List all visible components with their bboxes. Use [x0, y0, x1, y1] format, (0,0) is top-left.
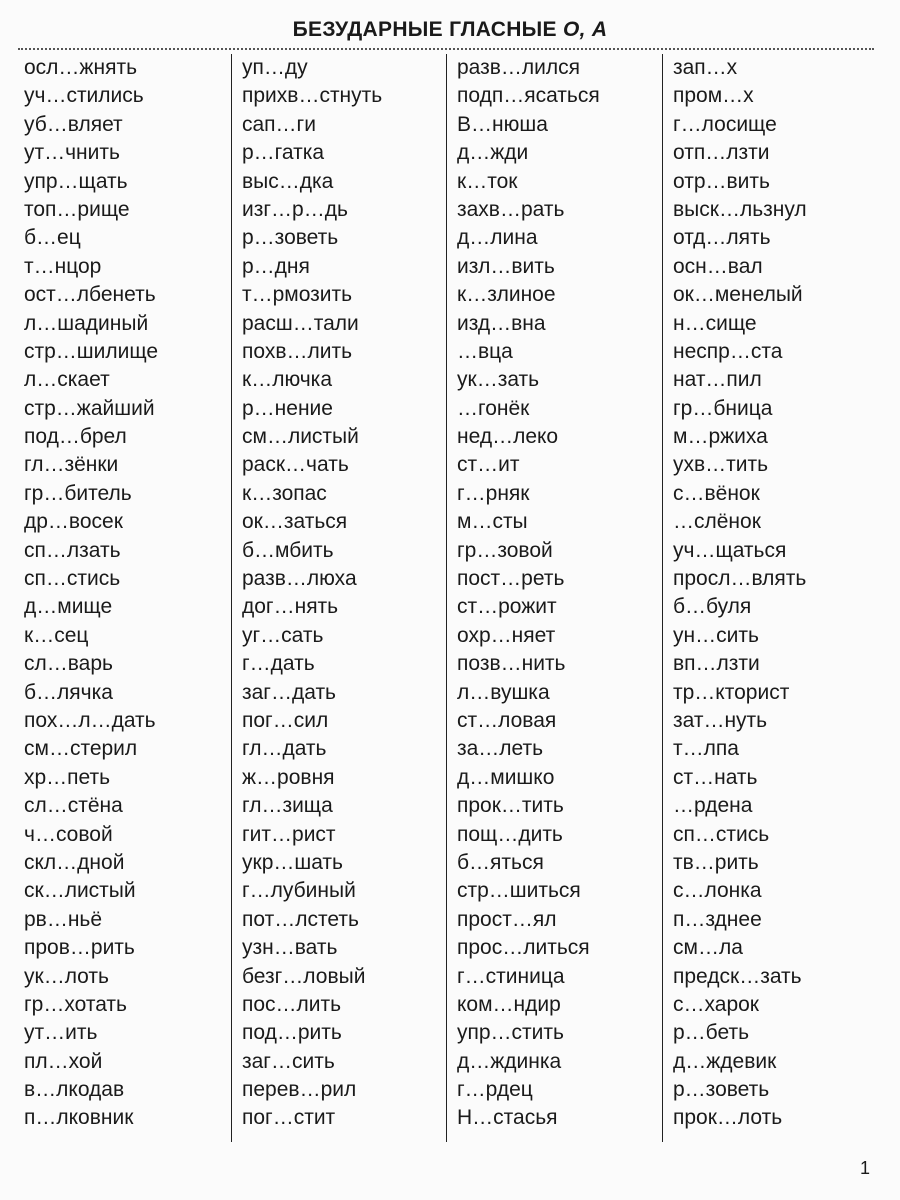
word-item: отд…лять	[673, 226, 771, 250]
word-item: б…мбить	[242, 538, 334, 562]
word-item: …слёнок	[673, 510, 761, 534]
word-item: зап…х	[673, 56, 738, 79]
word-item: д…ждинка	[457, 1049, 562, 1073]
word-item: укр…шать	[242, 850, 343, 874]
word-item: В…нюша	[457, 112, 548, 136]
word-item: узн…вать	[242, 936, 338, 960]
word-item: пл…хой	[24, 1049, 103, 1073]
word-item: ост…лбенеть	[24, 283, 156, 307]
word-item: изл…вить	[457, 254, 555, 278]
word-item: пог…стит	[242, 1106, 336, 1130]
word-item: скл…дной	[24, 850, 125, 874]
word-item: к…ток	[457, 169, 518, 193]
word-item: дог…нять	[242, 595, 339, 619]
word-item: к…сец	[24, 623, 89, 647]
word-item: пров…рить	[24, 936, 135, 960]
word-item: уч…щаться	[673, 538, 787, 562]
word-item: упр…стить	[457, 1021, 564, 1045]
column-divider	[231, 54, 232, 1142]
word-item: осл…жнять	[24, 56, 138, 79]
word-item: стр…шиться	[457, 879, 581, 903]
title-letters: О, А	[562, 18, 608, 41]
word-column-3	[457, 54, 600, 1133]
title-text: БЕЗУДАРНЫЕ ГЛАСНЫЕ	[292, 18, 563, 41]
word-item: ок…заться	[242, 510, 348, 534]
word-item: т…рмозить	[242, 283, 353, 307]
word-item: гл…дать	[242, 737, 327, 761]
word-item: к…злиное	[457, 283, 556, 307]
word-item: р…зоветь	[242, 226, 339, 250]
word-item: просл…влять	[673, 567, 807, 591]
word-item: перев…рил	[242, 1078, 357, 1102]
word-item: б…лячка	[24, 680, 113, 704]
word-item: др…восек	[24, 510, 123, 534]
word-item: прост…ял	[457, 907, 557, 931]
word-column-4	[673, 54, 807, 1133]
word-item: сп…стись	[673, 822, 770, 846]
word-item: упр…щать	[24, 169, 128, 193]
word-item: прок…лоть	[673, 1106, 783, 1130]
word-item: л…вушка	[457, 680, 550, 704]
word-item: сп…лзать	[24, 538, 121, 562]
word-item: гр…хотать	[24, 992, 127, 1016]
word-item: см…ла	[673, 936, 743, 960]
word-item: отр…вить	[673, 169, 770, 193]
word-item: ук…лоть	[24, 964, 109, 988]
word-item: д…мище	[24, 595, 113, 619]
word-item: г…дать	[242, 652, 315, 676]
word-item: …вца	[457, 339, 513, 363]
word-item: с…харок	[673, 992, 759, 1016]
word-item: за…леть	[457, 737, 544, 761]
word-item: захв…рать	[457, 197, 565, 221]
word-item: неспр…ста	[673, 339, 783, 363]
word-item: гл…зёнки	[24, 453, 119, 477]
word-item: нед…леко	[457, 425, 559, 449]
word-item: р…гатка	[242, 141, 325, 165]
word-item: стр…шилище	[24, 339, 159, 363]
word-item: р…беть	[673, 1021, 750, 1045]
dotted-divider	[18, 48, 874, 50]
word-item: м…ржиха	[673, 425, 768, 449]
word-item: см…листый	[242, 425, 359, 449]
word-item: ут…ить	[24, 1021, 98, 1045]
word-item: с…лонка	[673, 879, 762, 903]
word-item: ок…менелый	[673, 283, 803, 307]
word-item: позв…нить	[457, 652, 566, 676]
word-item: т…лпа	[673, 737, 739, 761]
word-item: уч…стились	[24, 84, 144, 108]
word-item: тр…кторист	[673, 680, 790, 704]
word-item: ст…нать	[673, 765, 758, 789]
word-item: рв…ньё	[24, 907, 103, 931]
word-item: сап…ги	[242, 112, 316, 136]
word-item: л…шадиный	[24, 311, 149, 335]
word-item: подп…ясаться	[457, 84, 600, 108]
word-item: прок…тить	[457, 794, 564, 818]
word-item: пох…л…дать	[24, 708, 156, 732]
word-item: б…яться	[457, 850, 544, 874]
word-item: ут…чнить	[24, 141, 120, 165]
word-item: выс…дка	[242, 169, 334, 193]
word-item: уп…ду	[242, 56, 308, 79]
word-item: см…стерил	[24, 737, 138, 761]
word-item: Н…стасья	[457, 1106, 558, 1130]
word-item: ком…ндир	[457, 992, 561, 1016]
word-item: хр…петь	[24, 765, 111, 789]
word-item: пост…реть	[457, 567, 565, 591]
word-item: под…брел	[24, 425, 127, 449]
word-item: гит…рист	[242, 822, 336, 846]
word-item: ухв…тить	[673, 453, 769, 477]
word-item: к…лючка	[242, 368, 332, 392]
word-item: д…ждевик	[673, 1049, 777, 1073]
word-item: тв…рить	[673, 850, 759, 874]
word-item: осн…вал	[673, 254, 763, 278]
word-item: г…лосище	[673, 112, 777, 136]
word-item: д…лина	[457, 226, 538, 250]
word-item: заг…дать	[242, 680, 336, 704]
word-item: стр…жайший	[24, 396, 155, 420]
word-item: л…скает	[24, 368, 110, 392]
word-item: ст…ловая	[457, 708, 557, 732]
word-item: разв…лился	[457, 56, 581, 79]
word-item: ск…листый	[24, 879, 136, 903]
word-item: р…дня	[242, 254, 310, 278]
word-item: пощ…дить	[457, 822, 563, 846]
column-divider	[662, 54, 663, 1142]
page-number: 1	[859, 1158, 870, 1178]
word-item: отп…лзти	[673, 141, 770, 165]
word-item: д…жди	[457, 141, 529, 165]
word-item: т…нцор	[24, 254, 102, 278]
word-item: гр…бница	[673, 396, 773, 420]
word-item: изд…вна	[457, 311, 546, 335]
word-item: в…лкодав	[24, 1078, 125, 1102]
word-item: ст…ит	[457, 453, 520, 477]
word-item: г…стиница	[457, 964, 565, 988]
word-column-1	[24, 54, 158, 1133]
word-item: сл…стёна	[24, 794, 123, 818]
word-item: заг…сить	[242, 1049, 335, 1073]
word-item: б…буля	[673, 595, 752, 619]
word-item: зат…нуть	[673, 708, 768, 732]
word-item: уб…вляет	[24, 112, 123, 136]
word-item: сп…стись	[24, 567, 121, 591]
word-item: топ…рище	[24, 197, 130, 221]
word-item: пот…лстеть	[242, 907, 359, 931]
word-item: р…зоветь	[673, 1078, 770, 1102]
word-item: п…зднее	[673, 907, 762, 931]
word-item: м…сты	[457, 510, 528, 534]
word-item: г…рдец	[457, 1078, 533, 1102]
word-item: раск…чать	[242, 453, 349, 477]
word-item: пос…лить	[242, 992, 342, 1016]
word-item: пром…х	[673, 84, 754, 108]
word-item: похв…лить	[242, 339, 353, 363]
word-item: ук…зать	[457, 368, 540, 392]
word-item: б…ец	[24, 226, 81, 250]
page-title	[0, 18, 900, 42]
word-item: безг…ловый	[242, 964, 366, 988]
word-item: гл…зища	[242, 794, 333, 818]
word-item: вп…лзти	[673, 652, 760, 676]
word-item: охр…няет	[457, 623, 556, 647]
word-item: пог…сил	[242, 708, 329, 732]
word-item: к…зопас	[242, 481, 327, 505]
word-item: гр…зовой	[457, 538, 553, 562]
word-item: ст…рожит	[457, 595, 557, 619]
word-item: расш…тали	[242, 311, 359, 335]
word-item: р…нение	[242, 396, 333, 420]
word-item: предск…зать	[673, 964, 802, 988]
word-item: …рдена	[673, 794, 753, 818]
column-divider	[446, 54, 447, 1142]
word-item: разв…люха	[242, 567, 357, 591]
word-item: ч…совой	[24, 822, 113, 846]
word-item: прихв…стнуть	[242, 84, 383, 108]
word-item: ун…сить	[673, 623, 759, 647]
word-item: изг…р…дь	[242, 197, 348, 221]
word-item: выск…льзнул	[673, 197, 807, 221]
word-item: прос…литься	[457, 936, 590, 960]
word-item: п…лковник	[24, 1106, 134, 1130]
word-item: с…вёнок	[673, 481, 760, 505]
word-item: г…лубиный	[242, 879, 356, 903]
word-item: нат…пил	[673, 368, 762, 392]
word-item: под…рить	[242, 1021, 342, 1045]
word-item: …гонёк	[457, 396, 530, 420]
word-item: сл…варь	[24, 652, 113, 676]
word-columns	[0, 54, 900, 1144]
word-item: н…сище	[673, 311, 757, 335]
word-item: д…мишко	[457, 765, 555, 789]
word-item: ж…ровня	[242, 765, 335, 789]
word-column-2	[242, 54, 382, 1133]
word-item: гр…битель	[24, 481, 132, 505]
word-item: г…рняк	[457, 481, 530, 505]
word-item: уг…сать	[242, 623, 324, 647]
